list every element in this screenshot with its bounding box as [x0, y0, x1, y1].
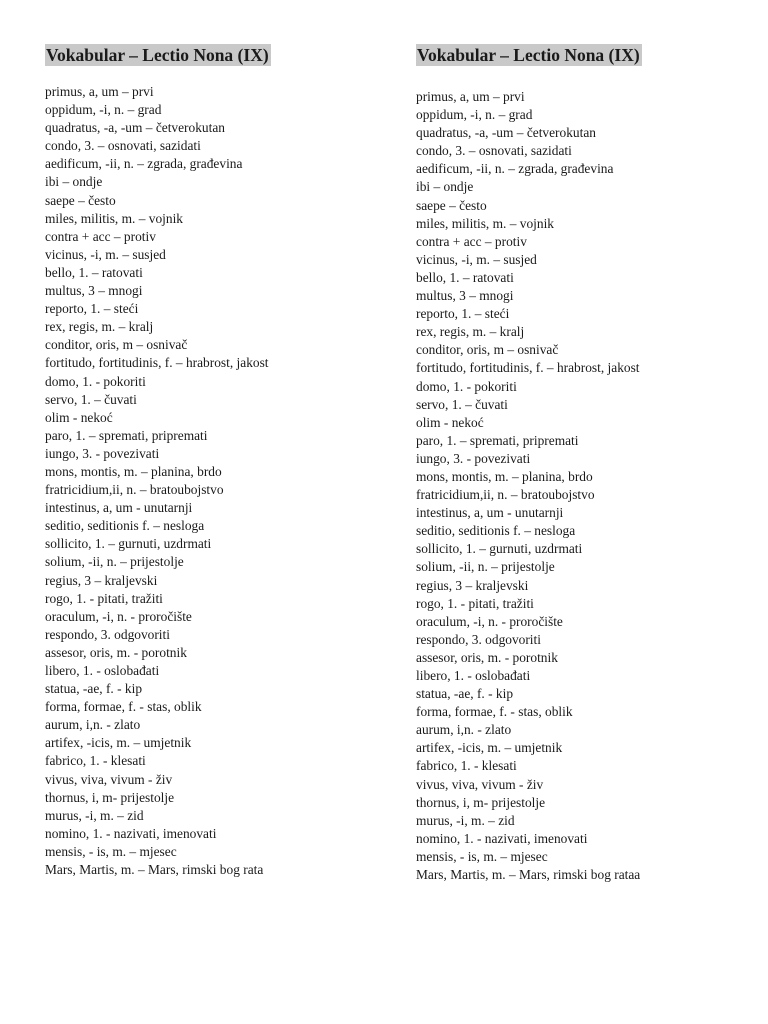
vocabulary-entry: solium, -ii, n. – prijestolje: [45, 554, 184, 570]
vocabulary-entry: forma, formae, f. - stas, oblik: [45, 699, 202, 715]
vocabulary-entry: seditio, seditionis f. – nesloga: [45, 518, 205, 534]
vocabulary-entry: paro, 1. – spremati, pripremati: [45, 427, 208, 443]
vocabulary-entry: aedificum, -ii, n. – zgrada, građevina: [45, 156, 243, 172]
vocabulary-entry: ibi – ondje: [45, 174, 103, 190]
vocabulary-entry: multus, 3 – mnogi: [416, 288, 514, 304]
vocabulary-entry: regius, 3 – kraljevski: [416, 577, 529, 593]
vocabulary-entry: murus, -i, m. – zid: [45, 807, 144, 823]
vocabulary-entry: primus, a, um – prvi: [416, 89, 525, 104]
vocabulary-entry: primus, a, um – prvi: [45, 84, 154, 99]
vocabulary-entry: servo, 1. – čuvati: [416, 396, 508, 412]
vocabulary-entry: servo, 1. – čuvati: [45, 391, 137, 407]
vocabulary-entry: thornus, i, m- prijestolje: [416, 794, 546, 810]
vocabulary-entry: solium, -ii, n. – prijestolje: [416, 559, 555, 575]
vocabulary-entry: seditio, seditionis f. – nesloga: [416, 523, 576, 539]
vocabulary-entry: oraculum, -i, n. - proročište: [45, 608, 192, 624]
right-vocabulary-list: [416, 88, 756, 884]
right-vocabulary-column: [416, 0, 756, 884]
vocabulary-entry: aurum, i,n. - zlato: [416, 722, 512, 738]
vocabulary-entry: oraculum, -i, n. - proročište: [416, 613, 563, 629]
vocabulary-entry: Mars, Martis, m. – Mars, rimski bog rata: [45, 862, 264, 878]
vocabulary-entry: multus, 3 – mnogi: [45, 283, 143, 299]
vocabulary-entry: forma, formae, f. - stas, oblik: [416, 704, 573, 720]
vocabulary-entry: libero, 1. - oslobađati: [416, 668, 531, 683]
vocabulary-entry: mensis, - is, m. – mjesec: [45, 843, 177, 859]
vocabulary-entry: vivus, viva, vivum - živ: [416, 776, 544, 792]
left-column-title: Vokabular – Lectio Nona (IX): [46, 45, 269, 65]
vocabulary-entry: rogo, 1. - pitati, tražiti: [416, 595, 534, 611]
vocabulary-entry: fortitudo, fortitudinis, f. – hrabrost, jakost: [45, 355, 269, 371]
vocabulary-entry: domo, 1. - pokoriti: [416, 378, 517, 394]
vocabulary-entry: artifex, -icis, m. – umjetnik: [416, 740, 563, 756]
right-column-title: Vokabular – Lectio Nona (IX): [417, 45, 640, 65]
vocabulary-entry: fratricidium,ii, n. – bratoubojstvo: [416, 487, 595, 503]
vocabulary-entry: condo, 3. – osnovati, sazidati: [416, 143, 572, 159]
vocabulary-entry: fabrico, 1. - klesati: [45, 753, 146, 769]
vocabulary-entry: contra + acc – protiv: [416, 233, 527, 249]
vocabulary-entry: mons, montis, m. – planina, brdo: [45, 463, 222, 479]
vocabulary-entry: condo, 3. – osnovati, sazidati: [45, 138, 201, 154]
vocabulary-entry: statua, -ae, f. - kip: [45, 681, 143, 697]
vocabulary-entry: aurum, i,n. - zlato: [45, 717, 141, 733]
vocabulary-entry: iungo, 3. - povezivati: [416, 450, 531, 466]
vocabulary-entry: oppidum, -i, n. – grad: [416, 107, 533, 123]
vocabulary-entry: assesor, oris, m. - porotnik: [416, 649, 558, 665]
vocabulary-entry: olim - nekoć: [416, 414, 484, 430]
vocabulary-entry: paro, 1. – spremati, pripremati: [416, 432, 579, 448]
vocabulary-entry: miles, militis, m. – vojnik: [45, 210, 184, 226]
vocabulary-entry: fabrico, 1. - klesati: [416, 758, 517, 774]
vocabulary-entry: miles, militis, m. – vojnik: [416, 215, 555, 231]
vocabulary-entry: iungo, 3. - povezivati: [45, 445, 160, 461]
vocabulary-entry: quadratus, -a, -um – četverokutan: [416, 125, 596, 141]
vocabulary-entry: fratricidium,ii, n. – bratoubojstvo: [45, 482, 224, 498]
vocabulary-entry: respondo, 3. odgovoriti: [416, 631, 541, 647]
vocabulary-entry: conditor, oris, m – osnivač: [45, 337, 188, 353]
vocabulary-entry: vicinus, -i, m. – susjed: [45, 246, 166, 262]
vocabulary-entry: artifex, -icis, m. – umjetnik: [45, 735, 192, 751]
left-vocabulary-list: [45, 83, 375, 879]
vocabulary-entry: fortitudo, fortitudinis, f. – hrabrost, jakost: [416, 360, 640, 376]
vocabulary-entry: oppidum, -i, n. – grad: [45, 102, 162, 118]
vocabulary-entry: aedificum, -ii, n. – zgrada, građevina: [416, 161, 614, 177]
vocabulary-entry: saepe – često: [45, 192, 116, 208]
vocabulary-entry: libero, 1. - oslobađati: [45, 663, 160, 678]
vocabulary-entry: reporto, 1. – steći: [45, 301, 139, 317]
left-vocabulary-column: [45, 0, 375, 879]
vocabulary-entry: rex, regis, m. – kralj: [45, 319, 154, 335]
vocabulary-entry: statua, -ae, f. - kip: [416, 686, 514, 702]
vocabulary-entry: mensis, - is, m. – mjesec: [416, 848, 548, 864]
vocabulary-entry: ibi – ondje: [416, 179, 474, 195]
vocabulary-entry: bello, 1. – ratovati: [45, 264, 143, 280]
vocabulary-entry: murus, -i, m. – zid: [416, 812, 515, 828]
vocabulary-entry: sollicito, 1. – gurnuti, uzdrmati: [416, 541, 583, 557]
vocabulary-entry: saepe – često: [416, 197, 487, 213]
vocabulary-entry: nomino, 1. - nazivati, imenovati: [416, 830, 588, 846]
vocabulary-entry: vicinus, -i, m. – susjed: [416, 251, 537, 267]
vocabulary-entry: Mars, Martis, m. – Mars, rimski bog rataa: [416, 867, 641, 883]
vocabulary-entry: vivus, viva, vivum - živ: [45, 771, 173, 787]
vocabulary-entry: reporto, 1. – steći: [416, 306, 510, 322]
vocabulary-entry: quadratus, -a, -um – četverokutan: [45, 120, 225, 136]
vocabulary-entry: bello, 1. – ratovati: [416, 269, 514, 285]
vocabulary-entry: domo, 1. - pokoriti: [45, 373, 146, 389]
vocabulary-entry: intestinus, a, um - unutarnji: [45, 500, 193, 516]
vocabulary-entry: regius, 3 – kraljevski: [45, 572, 158, 588]
vocabulary-entry: rex, regis, m. – kralj: [416, 324, 525, 340]
vocabulary-entry: thornus, i, m- prijestolje: [45, 789, 175, 805]
vocabulary-entry: olim - nekoć: [45, 409, 113, 425]
vocabulary-entry: mons, montis, m. – planina, brdo: [416, 468, 593, 484]
vocabulary-entry: intestinus, a, um - unutarnji: [416, 505, 564, 521]
vocabulary-entry: rogo, 1. - pitati, tražiti: [45, 590, 163, 606]
vocabulary-entry: contra + acc – protiv: [45, 228, 156, 244]
vocabulary-entry: conditor, oris, m – osnivač: [416, 342, 559, 358]
vocabulary-entry: assesor, oris, m. - porotnik: [45, 644, 187, 660]
vocabulary-entry: sollicito, 1. – gurnuti, uzdrmati: [45, 536, 212, 552]
vocabulary-entry: nomino, 1. - nazivati, imenovati: [45, 825, 217, 841]
vocabulary-entry: respondo, 3. odgovoriti: [45, 626, 170, 642]
